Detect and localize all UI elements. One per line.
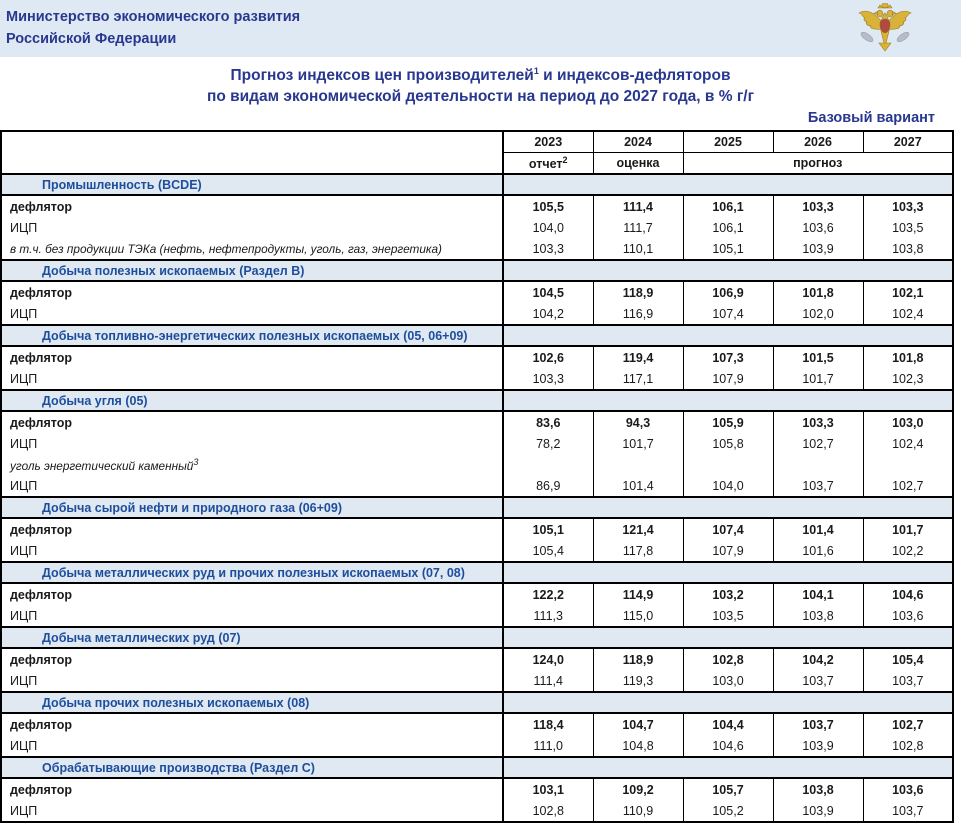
value-cell: 105,2 xyxy=(683,800,773,822)
value-cell: 103,2 xyxy=(683,583,773,605)
value-cell: 117,8 xyxy=(593,540,683,562)
value-cell: 103,8 xyxy=(773,605,863,627)
row-label: дефлятор xyxy=(1,281,503,303)
value-cell: 104,2 xyxy=(503,303,593,325)
footnote-marker: 3 xyxy=(193,456,199,467)
value-cell: 103,3 xyxy=(773,195,863,217)
table-row xyxy=(1,346,953,368)
row-label: ИЦП xyxy=(1,303,503,325)
value-cell: 104,0 xyxy=(503,217,593,238)
value-cell: 102,7 xyxy=(863,713,953,735)
row-label: дефлятор xyxy=(1,411,503,433)
value-cell: 107,4 xyxy=(683,518,773,540)
table-row xyxy=(1,605,953,627)
section-title: Добыча сырой нефти и природного газа (06+09) xyxy=(1,497,503,518)
row-label: дефлятор xyxy=(1,583,503,605)
value-cell: 103,0 xyxy=(683,670,773,692)
forecast-table xyxy=(0,130,954,823)
value-cell: 106,1 xyxy=(683,195,773,217)
value-cell: 102,8 xyxy=(683,648,773,670)
section-fill xyxy=(503,325,953,346)
value-cell: 102,2 xyxy=(863,540,953,562)
row-label: ИЦП xyxy=(1,368,503,390)
row-label: уголь энергетический каменный$^3$ xyxy=(1,454,503,475)
value-cell: 103,0 xyxy=(863,411,953,433)
subheader-forecast: прогноз xyxy=(683,153,953,175)
section-fill xyxy=(503,390,953,411)
value-cell: 109,2 xyxy=(593,778,683,800)
section-row xyxy=(1,325,953,346)
year-header-2027: 2027 xyxy=(863,131,953,153)
value-cell: 105,7 xyxy=(683,778,773,800)
row-label: дефлятор xyxy=(1,648,503,670)
value-cell: 102,8 xyxy=(863,735,953,757)
value-cell: 110,9 xyxy=(593,800,683,822)
section-fill xyxy=(503,692,953,713)
value-cell: 103,5 xyxy=(683,605,773,627)
value-cell: 111,0 xyxy=(503,735,593,757)
value-cell: 118,9 xyxy=(593,648,683,670)
section-title: Добыча полезных ископаемых (Раздел B) xyxy=(1,260,503,281)
value-cell: 104,6 xyxy=(683,735,773,757)
value-cell: 110,1 xyxy=(593,238,683,260)
value-cell: 105,4 xyxy=(863,648,953,670)
value-cell: 103,1 xyxy=(503,778,593,800)
footnote-2-marker: 2 xyxy=(562,154,568,165)
section-row xyxy=(1,627,953,648)
table-row xyxy=(1,454,953,475)
value-cell: 114,9 xyxy=(593,583,683,605)
value-cell: 117,1 xyxy=(593,368,683,390)
value-cell: 119,4 xyxy=(593,346,683,368)
title-line1: Прогноз индексов цен производителей$^1$ и индексов-дефляторов xyxy=(230,66,731,85)
value-cell: 102,3 xyxy=(863,368,953,390)
section-fill xyxy=(503,497,953,518)
row-label: дефлятор xyxy=(1,713,503,735)
table-row xyxy=(1,281,953,303)
row-label: дефлятор xyxy=(1,518,503,540)
value-cell: 101,7 xyxy=(593,433,683,454)
value-cell: 104,0 xyxy=(683,475,773,497)
value-cell: 103,7 xyxy=(773,713,863,735)
value-cell: 102,4 xyxy=(863,433,953,454)
value-cell: 103,3 xyxy=(863,195,953,217)
value-cell: 103,6 xyxy=(863,778,953,800)
value-cell: 103,9 xyxy=(773,800,863,822)
section-row xyxy=(1,692,953,713)
value-cell: 103,6 xyxy=(863,605,953,627)
section-title: Промышленность (BCDE) xyxy=(1,174,503,195)
row-label: ИЦП xyxy=(1,217,503,238)
value-cell: 94,3 xyxy=(593,411,683,433)
value-cell: 101,5 xyxy=(773,346,863,368)
value-cell: 101,8 xyxy=(863,346,953,368)
table-row xyxy=(1,735,953,757)
section-fill xyxy=(503,757,953,778)
section-title: Обрабатывающие производства (Раздел C) xyxy=(1,757,503,778)
value-cell: 103,6 xyxy=(773,217,863,238)
value-cell: 105,9 xyxy=(683,411,773,433)
value-cell: 103,7 xyxy=(863,800,953,822)
value-cell: 101,4 xyxy=(773,518,863,540)
section-row xyxy=(1,260,953,281)
table-row xyxy=(1,648,953,670)
row-label: ИЦП xyxy=(1,735,503,757)
value-cell xyxy=(503,454,593,475)
table-body xyxy=(1,174,953,822)
row-label: ИЦП xyxy=(1,475,503,497)
table-row xyxy=(1,411,953,433)
value-cell: 103,9 xyxy=(773,238,863,260)
ministry-name xyxy=(6,7,300,49)
subheader-report: отчет$^2$ xyxy=(503,153,593,175)
value-cell: 102,4 xyxy=(863,303,953,325)
value-cell: 78,2 xyxy=(503,433,593,454)
section-row xyxy=(1,497,953,518)
row-label: дефлятор xyxy=(1,346,503,368)
ministry-header xyxy=(0,0,961,57)
value-cell: 104,5 xyxy=(503,281,593,303)
years-header-row xyxy=(1,131,953,153)
variant-label: Базовый вариант xyxy=(807,110,935,127)
value-cell: 104,6 xyxy=(863,583,953,605)
year-header-2026: 2026 xyxy=(773,131,863,153)
row-label: в т.ч. без продукции ТЭКа (нефть, нефтепродукты, уголь, газ, энергетика) xyxy=(1,238,503,260)
value-cell: 107,4 xyxy=(683,303,773,325)
value-cell xyxy=(773,454,863,475)
value-cell: 105,5 xyxy=(503,195,593,217)
value-cell: 105,1 xyxy=(503,518,593,540)
value-cell: 103,3 xyxy=(503,368,593,390)
value-cell: 124,0 xyxy=(503,648,593,670)
value-cell: 101,7 xyxy=(863,518,953,540)
value-cell: 105,1 xyxy=(683,238,773,260)
value-cell: 116,9 xyxy=(593,303,683,325)
value-cell: 104,8 xyxy=(593,735,683,757)
table-row xyxy=(1,303,953,325)
value-cell: 104,4 xyxy=(683,713,773,735)
value-cell: 118,4 xyxy=(503,713,593,735)
value-cell: 86,9 xyxy=(503,475,593,497)
ministry-line1: Министерство экономического развития xyxy=(6,9,301,26)
section-title: Добыча металлических руд (07) xyxy=(1,627,503,648)
value-cell: 111,4 xyxy=(593,195,683,217)
table-row xyxy=(1,238,953,260)
value-cell: 118,9 xyxy=(593,281,683,303)
table-row xyxy=(1,433,953,454)
value-cell: 107,9 xyxy=(683,368,773,390)
section-title: Добыча топливно-энергетических полезных ископаемых (05, 06+09) xyxy=(1,325,503,346)
section-title: Добыча угля (05) xyxy=(1,390,503,411)
value-cell: 107,3 xyxy=(683,346,773,368)
value-cell: 111,4 xyxy=(503,670,593,692)
ministry-line2: Российской Федерации xyxy=(6,30,177,47)
title-line2: по видам экономической деятельности на период до 2027 года, в % г/г xyxy=(206,87,755,105)
table-row xyxy=(1,195,953,217)
table-row xyxy=(1,475,953,497)
value-cell: 111,7 xyxy=(593,217,683,238)
value-cell xyxy=(683,454,773,475)
value-cell: 105,4 xyxy=(503,540,593,562)
value-cell: 121,4 xyxy=(593,518,683,540)
table-row xyxy=(1,540,953,562)
value-cell: 101,6 xyxy=(773,540,863,562)
year-header-2024: 2024 xyxy=(593,131,683,153)
value-cell: 105,8 xyxy=(683,433,773,454)
value-cell: 102,0 xyxy=(773,303,863,325)
value-cell: 115,0 xyxy=(593,605,683,627)
section-fill xyxy=(503,260,953,281)
year-header-2023: 2023 xyxy=(503,131,593,153)
row-label: ИЦП xyxy=(1,433,503,454)
subheader-estimate: оценка xyxy=(593,153,683,175)
value-cell xyxy=(593,454,683,475)
value-cell: 103,7 xyxy=(863,670,953,692)
value-cell: 106,9 xyxy=(683,281,773,303)
section-row xyxy=(1,562,953,583)
row-label: дефлятор xyxy=(1,778,503,800)
section-title: Добыча металлических руд и прочих полезных ископаемых (07, 08) xyxy=(1,562,503,583)
table-row xyxy=(1,670,953,692)
value-cell: 101,8 xyxy=(773,281,863,303)
section-fill xyxy=(503,562,953,583)
value-cell: 103,7 xyxy=(773,670,863,692)
value-cell: 119,3 xyxy=(593,670,683,692)
table-row xyxy=(1,518,953,540)
value-cell: 103,3 xyxy=(503,238,593,260)
value-cell: 103,8 xyxy=(773,778,863,800)
value-cell: 102,1 xyxy=(863,281,953,303)
row-label: ИЦП xyxy=(1,670,503,692)
value-cell: 102,8 xyxy=(503,800,593,822)
value-cell: 102,7 xyxy=(863,475,953,497)
table-row xyxy=(1,778,953,800)
value-cell: 83,6 xyxy=(503,411,593,433)
value-cell: 103,5 xyxy=(863,217,953,238)
value-cell: 102,6 xyxy=(503,346,593,368)
label-column-header xyxy=(1,131,503,174)
value-cell: 111,3 xyxy=(503,605,593,627)
section-title: Добыча прочих полезных ископаемых (08) xyxy=(1,692,503,713)
section-fill xyxy=(503,174,953,195)
year-header-2025: 2025 xyxy=(683,131,773,153)
section-row xyxy=(1,174,953,195)
value-cell: 103,8 xyxy=(863,238,953,260)
row-label: ИЦП xyxy=(1,800,503,822)
russia-coat-of-arms-icon xyxy=(857,3,913,55)
table-row xyxy=(1,368,953,390)
row-label: ИЦП xyxy=(1,605,503,627)
value-cell: 122,2 xyxy=(503,583,593,605)
value-cell: 106,1 xyxy=(683,217,773,238)
value-cell: 104,7 xyxy=(593,713,683,735)
row-label: ИЦП xyxy=(1,540,503,562)
table-row xyxy=(1,713,953,735)
row-label: дефлятор xyxy=(1,195,503,217)
section-row xyxy=(1,390,953,411)
footnote-1-marker: 1 xyxy=(533,66,539,76)
value-cell: 104,1 xyxy=(773,583,863,605)
value-cell: 102,7 xyxy=(773,433,863,454)
value-cell: 101,7 xyxy=(773,368,863,390)
value-cell: 103,3 xyxy=(773,411,863,433)
value-cell: 103,7 xyxy=(773,475,863,497)
table-row xyxy=(1,583,953,605)
value-cell: 104,2 xyxy=(773,648,863,670)
section-row xyxy=(1,757,953,778)
section-fill xyxy=(503,627,953,648)
document-title xyxy=(0,66,961,107)
table-row xyxy=(1,800,953,822)
table-row xyxy=(1,217,953,238)
value-cell: 107,9 xyxy=(683,540,773,562)
value-cell: 101,4 xyxy=(593,475,683,497)
value-cell xyxy=(863,454,953,475)
value-cell: 103,9 xyxy=(773,735,863,757)
